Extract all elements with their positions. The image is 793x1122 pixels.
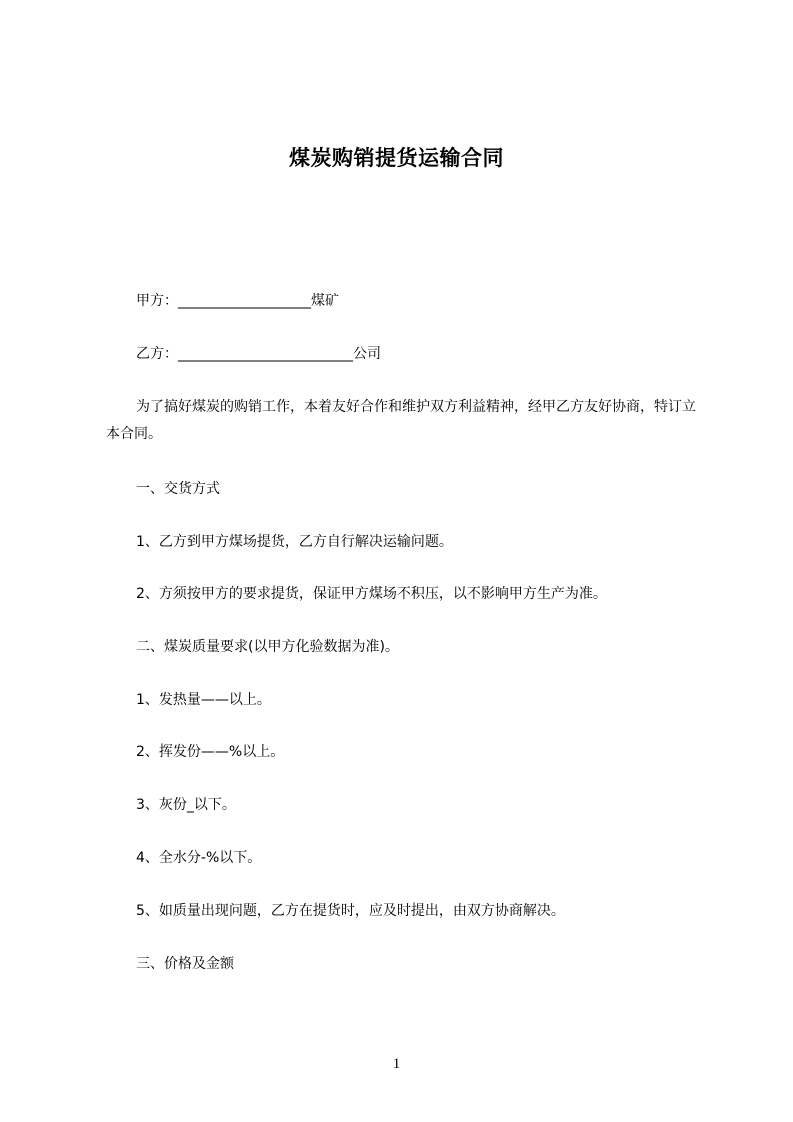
clause-item: 2、挥发份——%以上。	[136, 744, 285, 760]
clause-item: 3、灰份_以下。	[136, 797, 236, 813]
page-number: 1	[392, 1056, 401, 1072]
preamble-text: 为了搞好煤炭的购销工作，本着友好合作和维护双方利益精神，经甲乙方友好协商，特订立本合同。	[106, 399, 696, 442]
section-heading: 三、价格及金额	[136, 956, 234, 972]
section-heading: 一、交货方式	[136, 481, 220, 497]
clause-item: 1、乙方到甲方煤场提货，乙方自行解决运输问题。	[136, 534, 453, 550]
clause-item: 1、发热量——以上。	[136, 692, 271, 708]
document-title: 煤炭购销提货运输合同	[289, 146, 504, 170]
section-heading: 二、煤炭质量要求(以甲方化验数据为准)。	[136, 639, 399, 655]
clause-item: 5、如质量出现问题，乙方在提货时，应及时提出，由双方协商解决。	[136, 903, 565, 919]
party-b-line: 乙方：_________________________公司	[136, 346, 381, 362]
preamble-paragraph	[106, 394, 696, 448]
clause-item: 4、全水分-%以下。	[136, 850, 262, 866]
clause-item: 2、方须按甲方的要求提货，保证甲方煤场不积压，以不影响甲方生产为准。	[136, 586, 607, 602]
party-a-line: 甲方：___________________煤矿	[136, 293, 339, 309]
